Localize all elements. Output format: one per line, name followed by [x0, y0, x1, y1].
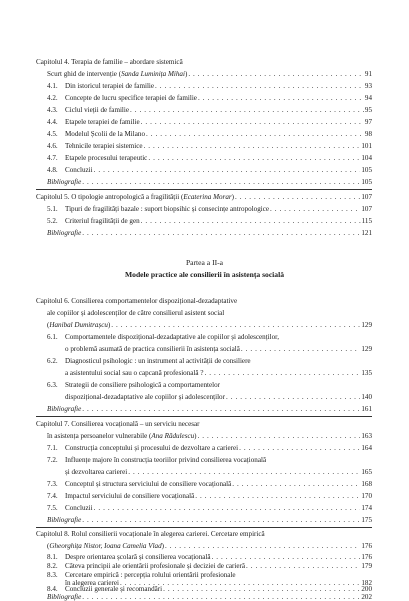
part-heading: Partea a II-a: [185, 258, 224, 267]
toc-entry-5-bibliography: [47, 229, 372, 238]
chapter-8-title: Capitolul 8. Rolul consilierii vocaționale în alegerea carierei. Cercetare empirică: [36, 530, 265, 538]
entry-title-cont: a asistentului social sau o capcană profesională ?: [65, 369, 204, 377]
entry-page: 129: [361, 345, 372, 353]
toc-entry-6-bibliography: [47, 405, 372, 414]
entry-title: Ciclul vieții de familie: [65, 106, 130, 114]
chapter-6-title-2: ale copiilor și adolescenților de către consilierul asistent social: [47, 309, 225, 317]
entry-page: 164: [361, 444, 372, 452]
entry-title: Despre orientarea școlară și consilierea vocațională: [65, 553, 211, 561]
chapter-8-page: 176: [361, 542, 372, 550]
entry-page: 93: [364, 82, 372, 90]
chapter-6-author-close: ): [107, 321, 111, 329]
section-divider: [36, 527, 372, 528]
entry-title: Etapele terapiei de familie: [65, 118, 140, 126]
entry-page: 174: [361, 504, 372, 512]
chapter-8-author-line: [47, 542, 372, 551]
part-subtitle: Modele practice ale consilierii în asistența socială: [124, 270, 285, 279]
toc-entry-6-3-b: [65, 393, 372, 402]
toc-entry-8-4: [47, 586, 372, 593]
chapter-6-author: Hanibal Dumitrașcu: [49, 321, 108, 329]
toc-entry-4-bibliography: [47, 178, 372, 187]
entry-page: 104: [361, 154, 372, 162]
entry-page: 101: [361, 142, 372, 150]
entry-number: 7.4.: [47, 492, 58, 500]
toc-entry-7-1: [47, 444, 372, 453]
entry-number: 8.2.: [47, 562, 58, 570]
entry-number: 4.3.: [47, 106, 58, 114]
toc-entry-7-4: [47, 492, 372, 501]
entry-title: Concluzii: [65, 504, 93, 512]
entry-title: Concluzii: [65, 166, 93, 174]
chapter-4-guide-label: Scurt ghid de intervenție (: [47, 70, 122, 78]
entry-page: 94: [364, 94, 372, 102]
chapter-5-author-close: ): [231, 193, 235, 201]
entry-page: 182: [361, 579, 372, 587]
entry-title: Etapele procesului terapeutic: [65, 154, 148, 162]
chapter-4-guide-line: [47, 70, 372, 79]
entry-page: 200: [361, 586, 372, 593]
entry-title: Impactul serviciului de consiliere vocațională: [65, 492, 195, 500]
entry-page: 105: [361, 178, 372, 186]
entry-page: 140: [361, 393, 372, 401]
entry-page: 105: [361, 166, 372, 174]
entry-number: 7.2.: [47, 456, 58, 464]
entry-page: 95: [364, 106, 372, 114]
toc-entry-7-3: [47, 480, 372, 489]
entry-title: Diagnosticul psihologic : un instrument al activității de consiliere: [65, 357, 251, 365]
entry-number: 6.2.: [47, 357, 58, 365]
entry-page: 97: [364, 118, 372, 126]
entry-page: 135: [361, 369, 372, 377]
chapter-8-author: Gheorghița Nistor, Ioana Camelia Vlad: [49, 542, 162, 550]
entry-title-cont: și dezvoltarea carierei: [65, 468, 128, 476]
entry-page: 98: [364, 130, 372, 138]
toc-entry-4-5: [47, 130, 372, 139]
chapter-4-title: Capitolul 4. Terapia de familie – abordare sistemică: [36, 58, 183, 66]
entry-page: 170: [361, 492, 372, 500]
entry-number: 8.4.: [47, 586, 58, 593]
entry-title: Modelul Școlii de la Milano: [65, 130, 145, 138]
toc-entry-5-1: [47, 205, 372, 214]
chapter-6-title-1: Capitolul 6. Consilierea comportamentelor dispozițional-dezadaptative: [36, 297, 238, 305]
entry-title: Câteva principii ale orientării profesionale și deciziei de carieră: [65, 562, 246, 570]
toc-entry-7-2-b: [65, 468, 372, 477]
section-divider: [36, 416, 372, 417]
entry-page: 107: [361, 205, 372, 213]
entry-page: 175: [361, 516, 372, 524]
toc-entry-6-3-a: [47, 381, 220, 390]
entry-page: 202: [361, 593, 372, 601]
chapter-7-title-2-line: [47, 432, 372, 441]
entry-number: 4.8.: [47, 166, 58, 174]
entry-title: Concluzii generale și recomandări: [65, 586, 163, 593]
bibliography-label: Bibliografie: [47, 229, 82, 237]
entry-number: 4.1.: [47, 82, 58, 90]
chapter-7-title-2: în asistența persoanelor vulnerabile (: [47, 432, 152, 440]
entry-title-cont: dispozițional-dezadaptative ale copiilor și adolescenților: [65, 393, 225, 401]
entry-title: Criteriul fragilității de gen: [65, 217, 140, 225]
entry-number: 4.6.: [47, 142, 58, 150]
entry-title: Conceptul și structura serviciului de consiliere vocațională: [65, 480, 232, 488]
chapter-5-title-line: [36, 193, 372, 202]
bibliography-label: Bibliografie: [47, 593, 82, 601]
chapter-8-author-open: (: [47, 542, 50, 550]
chapter-7-page: 163: [361, 432, 372, 440]
toc-entry-6-2-b: [65, 369, 372, 378]
chapter-7-author: Ana Rădulescu: [151, 432, 195, 440]
entry-title: Din istoricul terapiei de familie: [65, 82, 155, 90]
entry-page: 176: [361, 553, 372, 561]
toc-entry-8-2: [47, 562, 372, 571]
entry-page: 121: [361, 229, 372, 237]
entry-title: Comportamentele dispozițional-dezadaptative ale copiilor și adolescenților,: [65, 333, 280, 341]
chapter-4-author: Sanda Luminița Mihai: [121, 70, 185, 78]
toc-entry-4-1: [47, 82, 372, 91]
toc-entry-6-1-b: [65, 345, 372, 354]
bibliography-label: Bibliografie: [47, 516, 82, 524]
chapter-8-author-close: ): [161, 542, 165, 550]
entry-title: Strategii de consiliere psihologică a comportamentelor: [65, 381, 221, 389]
section-divider: [36, 189, 372, 190]
toc-entry-4-3: [47, 106, 372, 115]
entry-number: 8.3.: [47, 571, 58, 579]
entry-title: Tipuri de fragilități bazale : suport biopsihic și consecințe antropologice: [65, 205, 270, 213]
toc-entry-6-1-a: [47, 333, 279, 342]
entry-number: 4.7.: [47, 154, 58, 162]
toc-entry-4-6: [47, 142, 372, 151]
chapter-4-author-close: ): [184, 70, 188, 78]
toc-entry-8-1: [47, 553, 372, 562]
entry-page: 115: [361, 217, 372, 225]
toc-entry-4-8: [47, 166, 372, 175]
bibliography-label: Bibliografie: [47, 405, 82, 413]
entry-page: 179: [361, 562, 372, 570]
entry-number: 8.1.: [47, 553, 58, 561]
chapter-7-author-close: ): [194, 432, 197, 440]
toc-entry-8-bibliography: [47, 593, 372, 601]
toc-entry-7-bibliography: [47, 516, 372, 525]
toc-entry-7-5: [47, 504, 372, 513]
entry-number: 6.1.: [47, 333, 58, 341]
chapter-4-page: 91: [364, 70, 372, 78]
entry-number: 5.1.: [47, 205, 58, 213]
entry-number: 5.2.: [47, 217, 58, 225]
toc-entry-6-2-a: [47, 357, 251, 366]
entry-page: 168: [361, 480, 372, 488]
entry-title: Influențe majore în construcția teoriilor privind consilierea vocațională: [65, 456, 267, 464]
toc-entry-4-4: [47, 118, 372, 127]
entry-number: 4.2.: [47, 94, 58, 102]
entry-page: 161: [361, 405, 372, 413]
entry-number: 4.5.: [47, 130, 58, 138]
entry-title-cont: o problemă asumată de practica consilierii în asistența socială: [65, 345, 240, 353]
entry-title-cont: în alegerea carierei: [65, 579, 119, 587]
bibliography-label: Bibliografie: [47, 178, 82, 186]
chapter-6-author-line: [47, 321, 372, 330]
entry-number: 7.5.: [47, 504, 58, 512]
chapter-6-author-open: (: [47, 321, 50, 329]
entry-page: 165: [361, 468, 372, 476]
entry-number: 7.3.: [47, 480, 58, 488]
entry-title: Cercetare empirică : percepția rolului orientării profesionale: [65, 571, 236, 579]
toc-entry-4-2: [47, 94, 372, 103]
toc-entry-4-7: [47, 154, 372, 163]
chapter-7-title-1: Capitolul 7. Consilierea vocațională – un serviciu necesar: [36, 420, 200, 428]
entry-title: Concepte de lucru specifice terapiei de familie: [65, 94, 197, 102]
chapter-5-title: Capitolul 5. O tipologie antropologică a fragilității (: [36, 193, 184, 201]
toc-entry-5-2: [47, 217, 372, 226]
toc-entry-7-2-a: [47, 456, 266, 465]
entry-title: Tehnicile terapiei sistemice: [65, 142, 143, 150]
chapter-6-page: 129: [361, 321, 372, 329]
entry-number: 7.1.: [47, 444, 58, 452]
entry-number: 6.3.: [47, 381, 58, 389]
chapter-5-author: Ecaterina Morar: [183, 193, 232, 201]
chapter-5-page: 107: [361, 193, 372, 201]
entry-number: 4.4.: [47, 118, 58, 126]
entry-title: Construcția conceptului și procesului de dezvoltare a carierei: [65, 444, 239, 452]
